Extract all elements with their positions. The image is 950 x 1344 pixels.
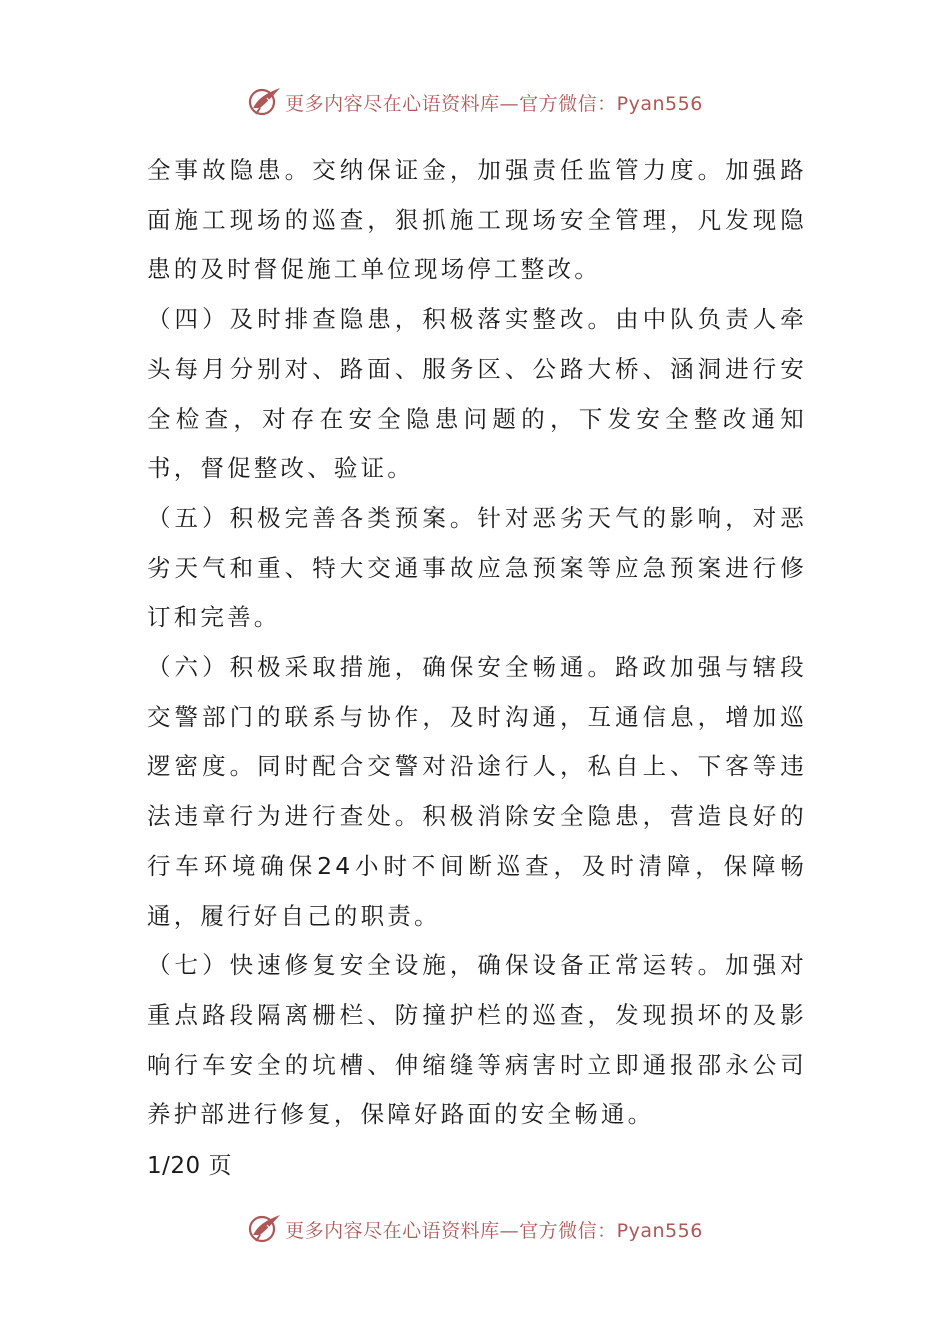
watermark-header: [0, 84, 950, 120]
watermark-text: 更多内容尽在心语资料库—官方微信：Pyan556: [285, 92, 703, 115]
document-body: [147, 146, 807, 1140]
page-number: 1/20 页: [147, 1153, 232, 1179]
watermark-footer: [0, 1211, 950, 1247]
paragraph: （五）积极完善各类预案。针对恶劣天气的影响，对恶劣天气和重、特大交通事故应急预案等应急预案进行修订和完善。: [147, 503, 807, 632]
paragraph: （六）积极采取措施，确保安全畅通。路政加强与辖段交警部门的联系与协作，及时沟通，互通信息，增加巡逻密度。同时配合交警对沿途行人，私自上、下客等违法违章行为进行查处。积极消除安全隐患，营造良好的行车环境确保24小时不间断巡查，及时清障，保障畅通，履行好自己的职责。: [147, 653, 807, 930]
pen-logo-icon: [247, 84, 283, 120]
paragraph: 全事故隐患。交纳保证金，加强责任监管力度。加强路面施工现场的巡查，狠抓施工现场安全管理，凡发现隐患的及时督促施工单位现场停工整改。: [147, 156, 807, 284]
paragraph: （四）及时排查隐患，积极落实整改。由中队负责人牵头每月分别对、路面、服务区、公路大桥、涵洞进行安全检查，对存在安全隐患问题的，下发安全整改通知书，督促整改、验证。: [147, 305, 807, 483]
watermark-text: 更多内容尽在心语资料库—官方微信：Pyan556: [285, 1219, 703, 1242]
pen-logo-icon: [247, 1211, 283, 1247]
paragraph: （七）快速修复安全设施，确保设备正常运转。加强对重点路段隔离栅栏、防撞护栏的巡查，发现损坏的及影响行车安全的坑槽、伸缩缝等病害时立即通报邵永公司养护部进行修复，保障好路面的安全畅通。: [147, 951, 807, 1129]
